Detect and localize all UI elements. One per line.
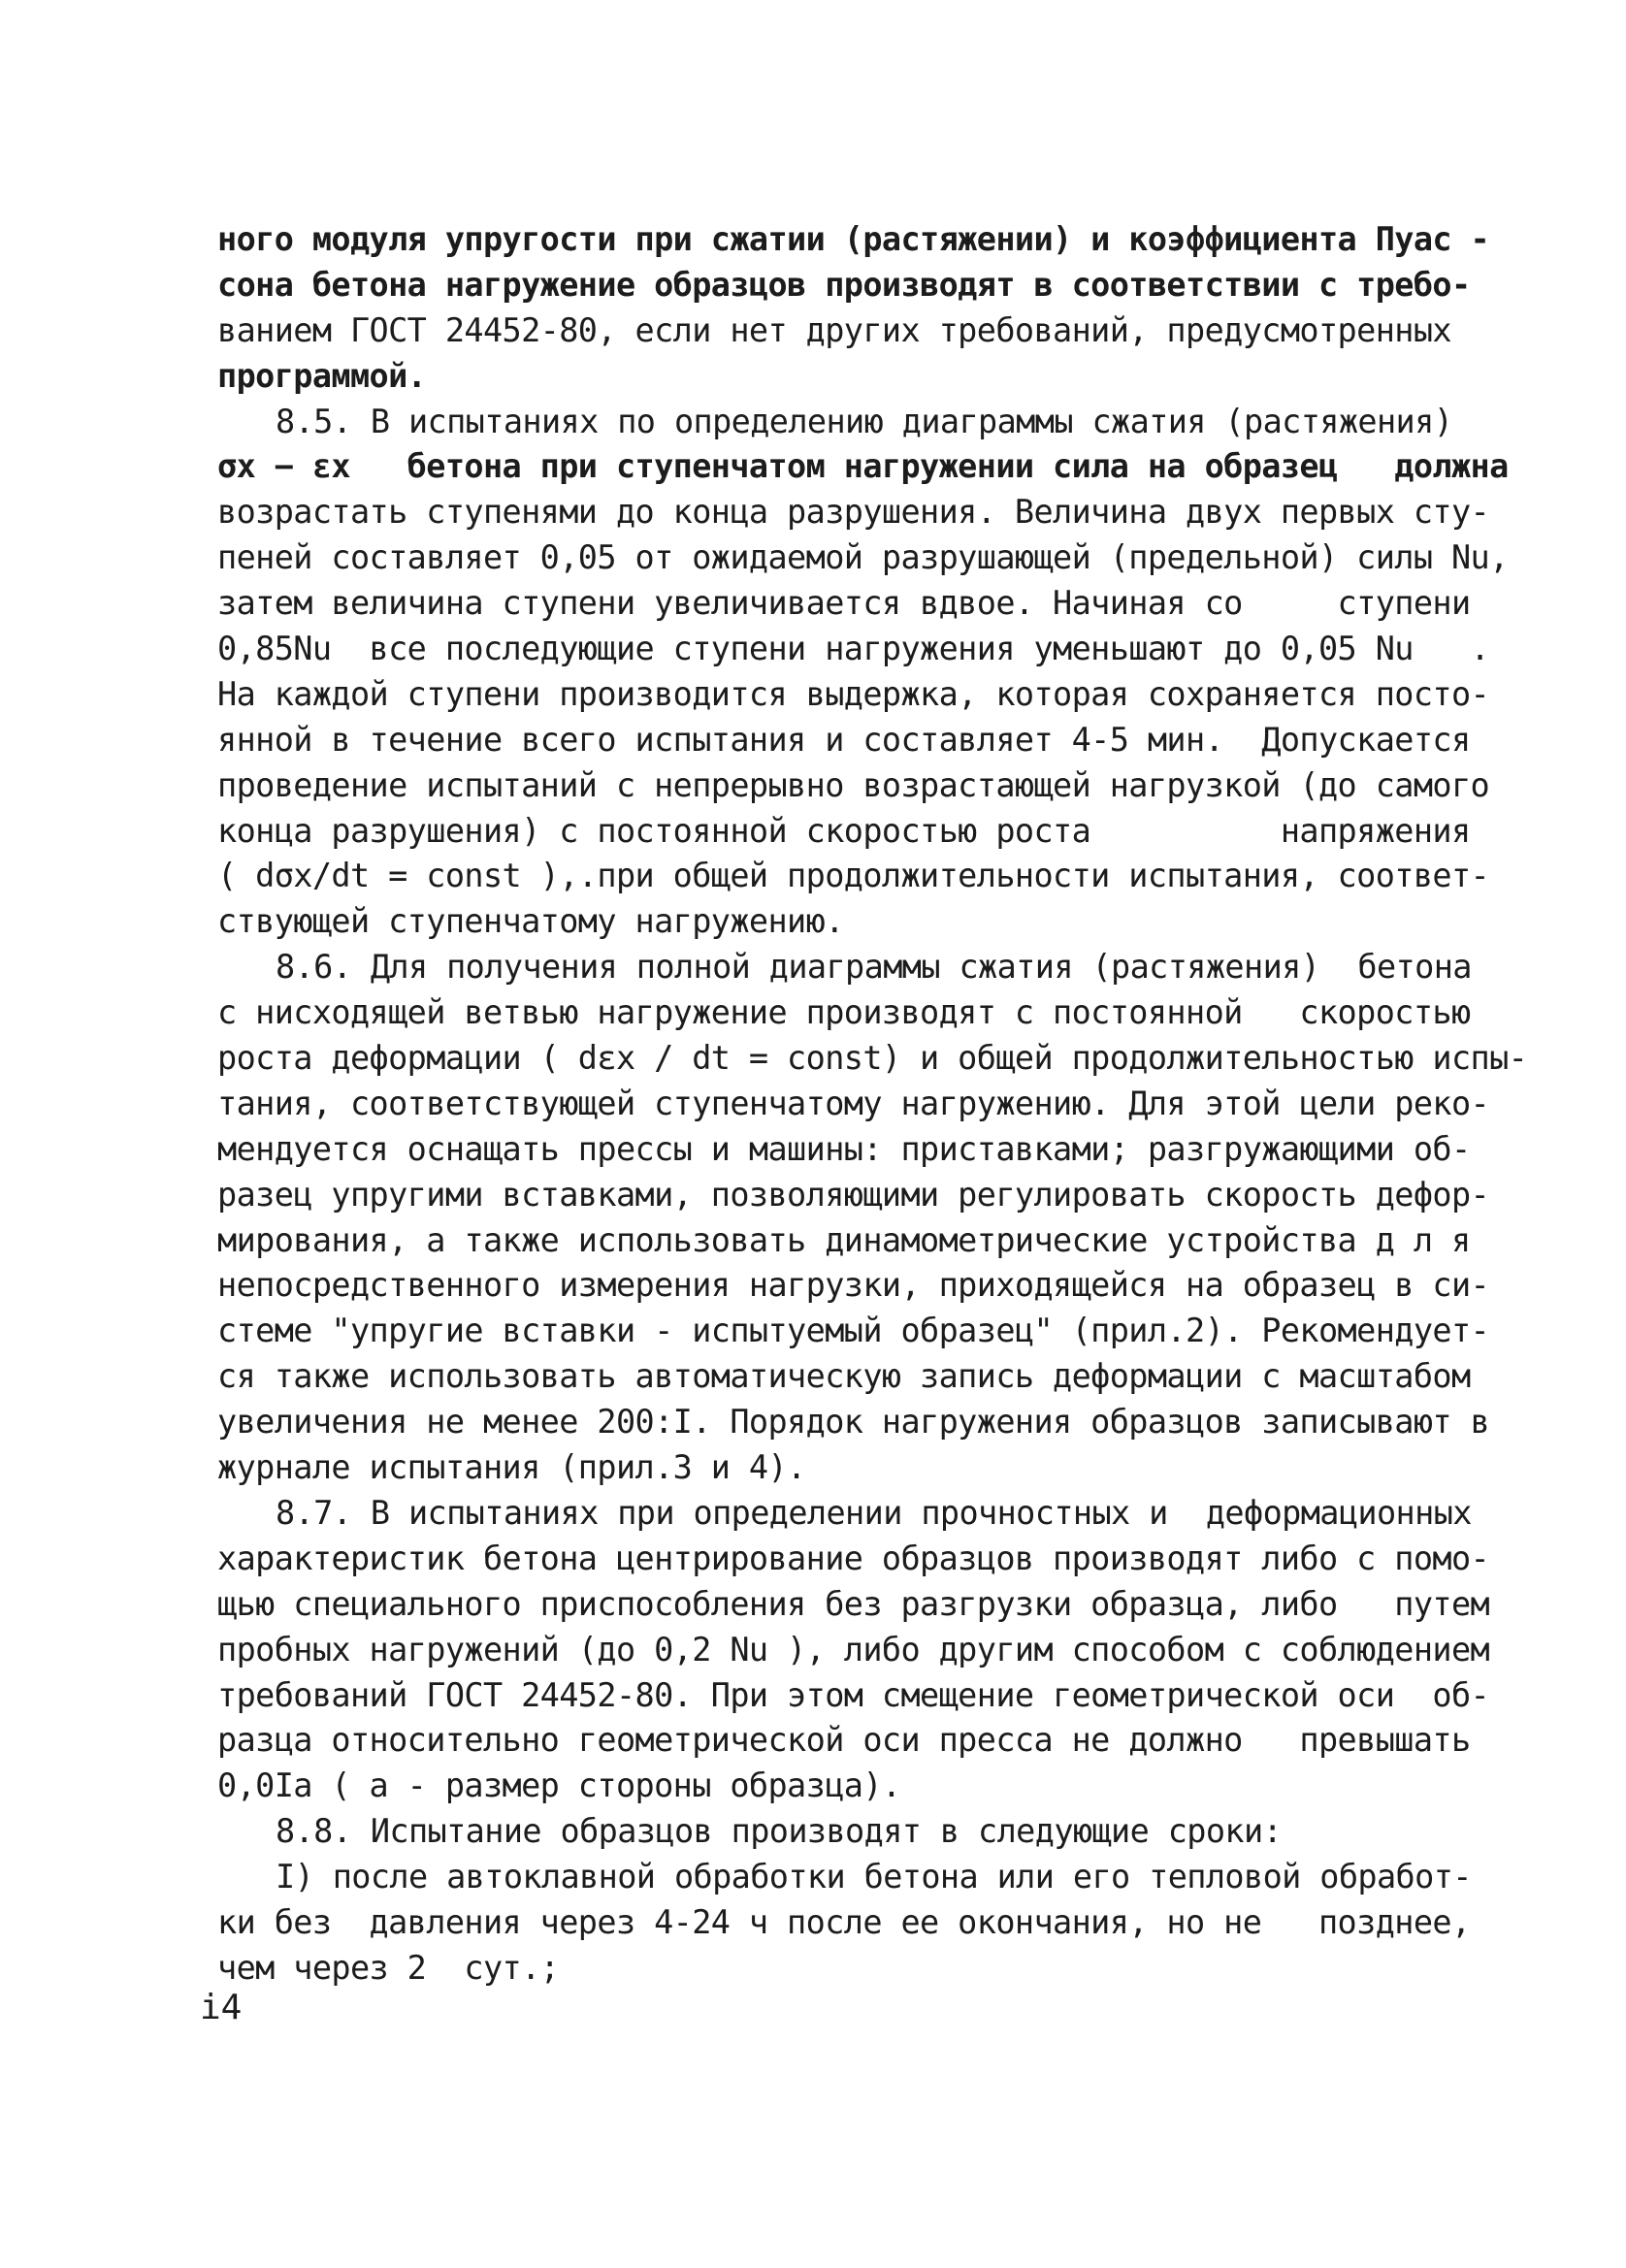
text-line: I) после автоклавной обработки бетона или его тепловой обработ- — [276, 1858, 1472, 1896]
text-line: ствующей ступенчатому нагружению. — [217, 902, 844, 941]
text-line: чем через 2 сут.; — [217, 1948, 560, 1987]
text-line: разца относительно геометрической оси пресса не должно превышать — [217, 1721, 1471, 1760]
text-line: мирования, а также использовать динамометрические устройства д л я — [217, 1220, 1471, 1259]
text-line: 0,0Ia ( a - размер стороны образца). — [217, 1766, 901, 1805]
text-line: ного модуля упругости при сжатии (растяжении) и коэффициента Пуас - — [217, 220, 1490, 258]
text-line: разец упругими вставками, позволяющими регулировать скорость дефор- — [217, 1175, 1490, 1214]
body-text — [217, 217, 1528, 1992]
text-line: с нисходящей ветвью нагружение производят с постоянной скоростью — [217, 993, 1471, 1032]
text-line: программой. — [217, 356, 427, 395]
text-line: увеличения не менее 200:I. Порядок нагружения образцов записывают в — [217, 1403, 1490, 1442]
text-line: ся также использовать автоматическую запись деформации с масштабом — [217, 1357, 1471, 1396]
text-line: ванием ГОСТ 24452-80, если нет других требований, предусмотренных — [217, 310, 1451, 349]
text-line: мендуется оснащать прессы и машины: приставками; разгружающими об- — [217, 1129, 1471, 1168]
text-line: стеме "упругие вставки - испытуемый образец" (прил.2). Рекомендует- — [217, 1312, 1490, 1350]
text-line: σx − εx бетона при ступенчатом нагружении сила на образец должна — [217, 447, 1509, 486]
text-line: журнале испытания (прил.3 и 4). — [217, 1448, 806, 1487]
text-line: возрастать ступенями до конца разрушения. Величина двух первых сту- — [217, 493, 1490, 532]
text-line: сона бетона нагружение образцов производят в соответствии с требо- — [217, 265, 1471, 304]
text-line: затем величина ступени увеличивается вдвое. Начиная со ступени — [217, 584, 1471, 623]
text-line: 0,85Nu все последующие ступени нагружения уменьшают до 0,05 Nu . — [217, 630, 1490, 668]
text-line: На каждой ступени производится выдержка, которая сохраняется посто- — [217, 674, 1490, 713]
text-line: 8.7. В испытаниях при определении прочностных и деформационных — [276, 1493, 1472, 1532]
text-line: характеристик бетона центрирование образцов производят либо с помо- — [217, 1539, 1490, 1577]
text-line: янной в течение всего испытания и составляет 4-5 мин. Допускается — [217, 720, 1471, 759]
page-number: i4 — [200, 1988, 243, 2027]
text-line: непосредственного измерения нагрузки, приходящейся на образец в си- — [217, 1266, 1490, 1305]
text-line: ( dσx/dt = const ),.при общей продолжительности испытания, соответ- — [217, 857, 1490, 895]
text-line: конца разрушения) с постоянной скоростью роста напряжения — [217, 811, 1471, 850]
text-line: проведение испытаний с непрерывно возрастающей нагрузкой (до самого — [217, 765, 1490, 804]
text-line: пробных нагружений (до 0,2 Nu ), либо другим способом с соблюдением — [217, 1630, 1490, 1669]
text-line: тания, соответствующей ступенчатому нагружению. Для этой цели реко- — [217, 1084, 1490, 1122]
text-line: пеней составляет 0,05 от ожидаемой разрушающей (предельной) силы Nu, — [217, 538, 1509, 577]
text-line: требований ГОСТ 24452-80. При этом смещение геометрической оси об- — [217, 1675, 1490, 1714]
text-line: 8.5. В испытаниях по определению диаграммы сжатия (растяжения) — [276, 402, 1453, 440]
text-line: роста деформации ( dεx / dt = const) и общей продолжительностью испы- — [217, 1039, 1528, 1078]
text-line: 8.6. Для получения полной диаграммы сжатия (растяжения) бетона — [276, 948, 1472, 987]
text-line: ки без давления через 4-24 ч после ее окончания, но не позднее, — [217, 1902, 1471, 1941]
text-line: щью специального приспособления без разгрузки образца, либо путем — [217, 1584, 1490, 1623]
text-line: 8.8. Испытание образцов производят в следующие сроки: — [276, 1812, 1283, 1851]
